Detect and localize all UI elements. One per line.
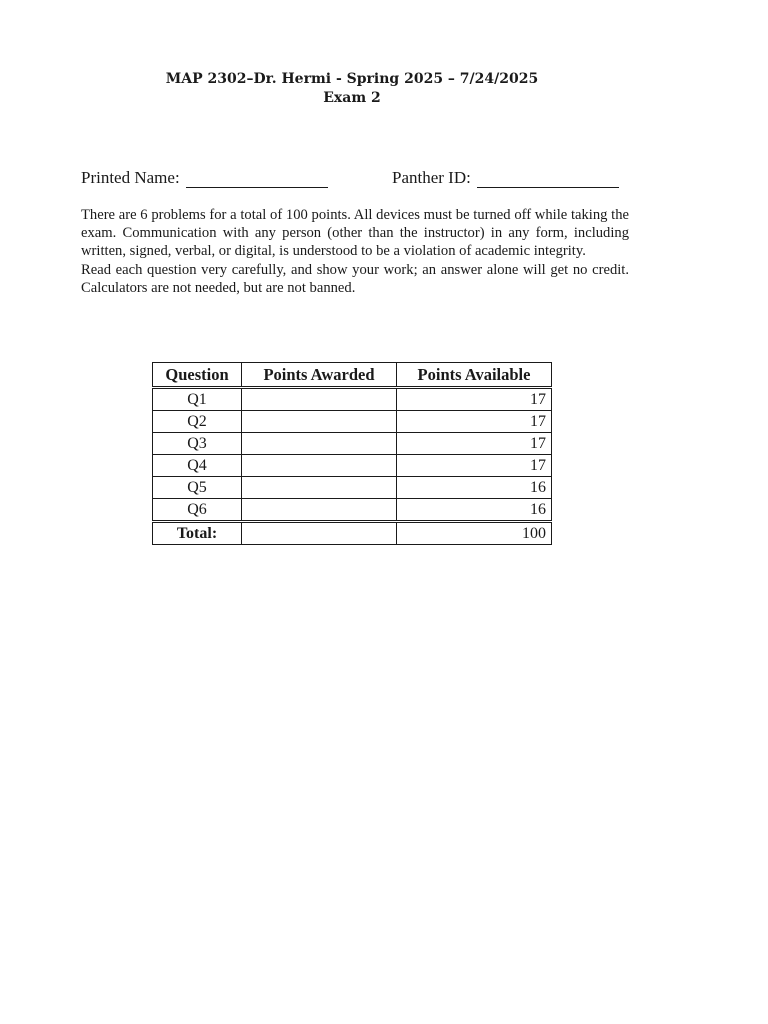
awarded-cell[interactable] <box>242 455 397 477</box>
available-cell: 16 <box>397 499 552 522</box>
table-row <box>153 477 552 499</box>
available-cell: 17 <box>397 433 552 455</box>
grade-table-header <box>153 363 552 388</box>
available-cell: 16 <box>397 477 552 499</box>
total-awarded-cell[interactable] <box>242 522 397 545</box>
exam-header <box>0 70 704 108</box>
printed-name-label: Printed Name: <box>81 168 180 187</box>
question-cell: Q1 <box>153 388 242 411</box>
printed-name-field[interactable] <box>81 168 328 188</box>
panther-id-field[interactable] <box>392 168 619 188</box>
question-cell: Q5 <box>153 477 242 499</box>
table-row <box>153 411 552 433</box>
question-cell: Q3 <box>153 433 242 455</box>
table-row <box>153 499 552 522</box>
awarded-cell[interactable] <box>242 433 397 455</box>
awarded-cell[interactable] <box>242 411 397 433</box>
question-cell: Q6 <box>153 499 242 522</box>
instructions-paragraph-1: There are 6 problems for a total of 100 points. All devices must be turned off while taking the exam. Communication with any person (other than the instructor) in any form, including written, signed, verbal, or digital, is understood to be a violation of academic integrity. <box>81 207 629 260</box>
instructions-paragraph-2: Read each question very carefully, and show your work; an answer alone will get no credit. Calculators are not needed, but are not banned. <box>81 261 629 296</box>
available-cell: 17 <box>397 388 552 411</box>
panther-id-blank[interactable] <box>477 169 619 188</box>
header-points-awarded: Points Awarded <box>242 363 397 388</box>
available-cell: 17 <box>397 455 552 477</box>
question-cell: Q4 <box>153 455 242 477</box>
course-line: MAP 2302–Dr. Hermi - Spring 2025 – 7/24/2025 <box>165 71 539 87</box>
header-points-available: Points Available <box>397 363 552 388</box>
available-cell: 17 <box>397 411 552 433</box>
awarded-cell[interactable] <box>242 499 397 522</box>
table-row <box>153 433 552 455</box>
header-question: Question <box>153 363 242 388</box>
panther-id-label: Panther ID: <box>392 168 471 187</box>
printed-name-blank[interactable] <box>186 169 328 188</box>
grade-table <box>152 362 552 545</box>
table-row <box>153 455 552 477</box>
awarded-cell[interactable] <box>242 388 397 411</box>
total-label: Total: <box>153 522 242 545</box>
total-available-cell: 100 <box>397 522 552 545</box>
awarded-cell[interactable] <box>242 477 397 499</box>
instructions <box>81 206 629 297</box>
table-row <box>153 388 552 411</box>
exam-title: Exam 2 <box>323 90 381 106</box>
total-row <box>153 522 552 545</box>
question-cell: Q2 <box>153 411 242 433</box>
